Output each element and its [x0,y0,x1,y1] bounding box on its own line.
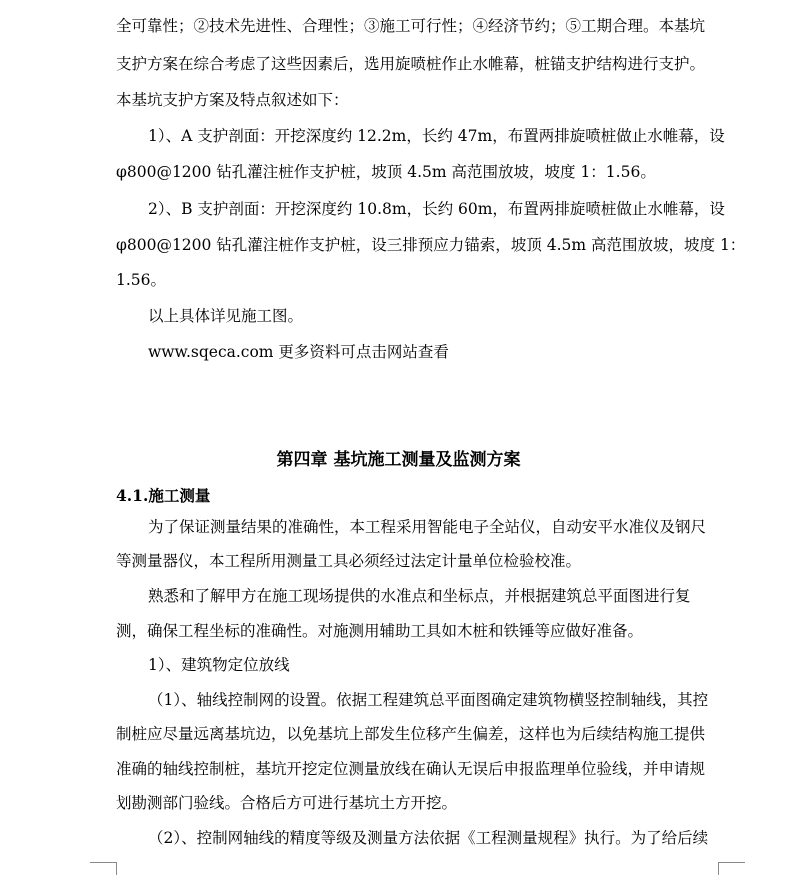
body-text-line: 准确的轴线控制桩，基坑开挖定位测量放线在确认无误后申报监理单位验线，并申请规 [116,760,706,778]
body-text-line: （2）、控制网轴线的精度等级及测量方法依据《工程测量规程》执行。为了给后续 [148,829,709,847]
list-item-heading: 1）、建筑物定位放线 [148,656,290,674]
body-text-line: 制桩应尽量远离基坑边，以免基坑上部发生位移产生偏差，这样也为后续结构施工提供 [116,725,706,743]
body-text-line: 2）、B 支护剖面：开挖深度约 10.8m，长约 60m，布置两排旋喷桩做止水帷幕，设 [148,200,725,218]
body-text-line: 1.56。 [116,271,167,289]
page-margin-corner-mark [718,862,745,875]
body-text-line: 为了保证测量结果的准确性，本工程采用智能电子全站仪，自动安平水准仪及钢尺 [148,518,707,536]
website-link-line[interactable]: www.sqeca.com 更多资料可点击网站查看 [148,343,449,361]
body-text-line: 以上具体详见施工图。 [148,307,304,325]
body-text-line: （1）、轴线控制网的设置。依据工程建筑总平面图确定建筑物横竖控制轴线，其控 [148,691,709,709]
body-text-line: 1）、A 支护剖面：开挖深度约 12.2m，长约 47m，布置两排旋喷桩做止水帷幕，设 [148,127,725,145]
page-margin-corner-mark [90,862,117,875]
body-text-line: φ800@1200 钻孔灌注桩作支护桩，坡顶 4.5m 高范围放坡，坡度 1：1.56。 [116,163,656,181]
section-heading: 4.1.施工测量 [116,486,211,505]
body-text-line: 本基坑支护方案及特点叙述如下： [116,91,349,109]
body-text-line: 熟悉和了解甲方在施工现场提供的水准点和坐标点，并根据建筑总平面图进行复 [148,587,691,605]
body-text-line: 测，确保工程坐标的准确性。对施测用辅助工具如木桩和铁锤等应做好准备。 [116,622,644,640]
body-text-line: 全可靠性；②技术先进性、合理性；③施工可行性；④经济节约；⑤工期合理。本基坑 [116,17,706,35]
chapter-title: 第四章 基坑施工测量及监测方案 [276,450,521,470]
body-text-line: 划勘测部门验线。合格后方可进行基坑土方开挖。 [116,794,458,812]
body-text-line: φ800@1200 钻孔灌注桩作支护桩，设三排预应力锚索，坡顶 4.5m 高范围放坡，坡度 1： [116,236,746,254]
body-text-line: 支护方案在综合考虑了这些因素后，选用旋喷桩作止水帷幕，桩锚支护结构进行支护。 [116,55,706,73]
body-text-line: 等测量器仪，本工程所用测量工具必须经过法定计量单位检验校准。 [116,552,582,570]
